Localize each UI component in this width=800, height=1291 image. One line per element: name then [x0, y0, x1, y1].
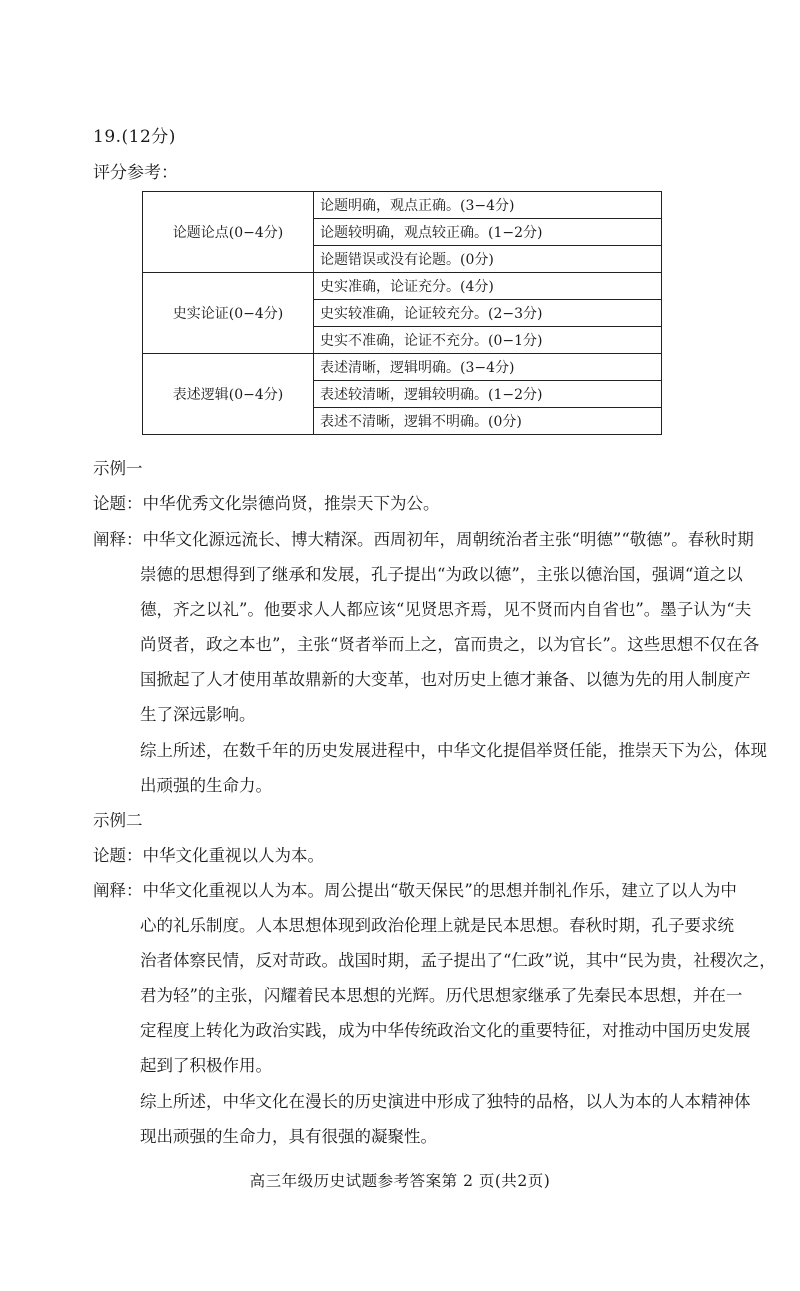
rubric-level: 论题错误或没有论题。(0分)	[314, 246, 662, 273]
example2-explanation-line: 君为轻”的主张，闪耀着民本思想的光辉。历代思想家继承了先秦民本思想，并在一	[140, 986, 743, 1005]
page-footer: 高三年级历史试题参考答案第 2 页(共2页)	[249, 1172, 551, 1190]
example1-heading: 示例一	[93, 459, 143, 478]
example1-summary-line: 综上所述，在数千年的历史发展进程中，中华文化提倡举贤任能，推崇天下为公，体现	[140, 741, 767, 760]
example2-heading: 示例二	[93, 811, 143, 830]
example1-explanation-line: 崇德的思想得到了继承和发展，孔子提出“为政以德”，主张以德治国，强调“道之以	[140, 565, 743, 584]
example1-explanation-line: 国掀起了人才使用革故鼎新的大变革，也对历史上德才兼备、以德为先的用人制度产	[140, 670, 751, 689]
example2-thesis: 论题：中华文化重视以人为本。	[93, 846, 324, 865]
rubric-criterion: 表述逻辑(0−4分)	[143, 354, 314, 435]
rubric-level: 论题较明确，观点较正确。(1−2分)	[314, 219, 662, 246]
example2-summary-line: 现出顽强的生命力，具有很强的凝聚性。	[140, 1127, 437, 1146]
question-number: 19.(12分)	[93, 127, 176, 147]
example1-explanation-line: 阐释：中华文化源远流长、博大精深。西周初年，周朝统治者主张“明德”“敬德”。春秋时期	[93, 530, 754, 549]
rubric-level: 史实不准确，论证不充分。(0−1分)	[314, 327, 662, 354]
rubric-row	[143, 192, 662, 219]
rubric-level: 表述不清晰，逻辑不明确。(0分)	[314, 408, 662, 435]
example1-summary-line: 出顽强的生命力。	[140, 776, 272, 795]
rubric-level: 论题明确，观点正确。(3−4分)	[314, 192, 662, 219]
example2-explanation-line: 起到了积极作用。	[140, 1056, 272, 1075]
example2-explanation-line: 心的礼乐制度。人本思想体现到政治伦理上就是民本思想。春秋时期，孔子要求统	[140, 916, 734, 935]
example1-explanation-line: 尚贤者，政之本也”，主张“贤者举而上之，富而贵之，以为官长”。这些思想不仅在各	[140, 635, 760, 654]
example2-summary-line: 综上所述，中华文化在漫长的历史演进中形成了独特的品格，以人为本的人本精神体	[140, 1092, 751, 1111]
example1-explanation-line: 生了深远影响。	[140, 705, 256, 724]
example1-thesis: 论题：中华优秀文化崇德尚贤，推崇天下为公。	[93, 494, 440, 513]
rubric-level: 史实准确，论证充分。(4分)	[314, 273, 662, 300]
example2-explanation-line: 阐释：中华文化重视以人为本。周公提出“敬天保民”的思想并制礼作乐，建立了以人为中	[93, 881, 737, 900]
example2-explanation-line: 治者体察民情，反对苛政。战国时期，孟子提出了“仁政”说，其中“民为贵，社稷次之，	[140, 951, 776, 970]
rubric-level: 史实较准确，论证较充分。(2−3分)	[314, 300, 662, 327]
scoring-reference-label: 评分参考：	[93, 163, 178, 183]
rubric-level: 表述清晰，逻辑明确。(3−4分)	[314, 354, 662, 381]
rubric-table	[142, 191, 662, 435]
rubric-row	[143, 273, 662, 300]
rubric-row	[143, 354, 662, 381]
rubric-criterion: 论题论点(0−4分)	[143, 192, 314, 273]
rubric-level: 表述较清晰，逻辑较明确。(1−2分)	[314, 381, 662, 408]
rubric-criterion: 史实论证(0−4分)	[143, 273, 314, 354]
example2-explanation-line: 定程度上转化为政治实践，成为中华传统政治文化的重要特征，对推动中国历史发展	[140, 1021, 751, 1040]
example1-explanation-line: 德，齐之以礼”。他要求人人都应该“见贤思齐焉，见不贤而内自省也”。墨子认为“夫	[140, 600, 752, 619]
